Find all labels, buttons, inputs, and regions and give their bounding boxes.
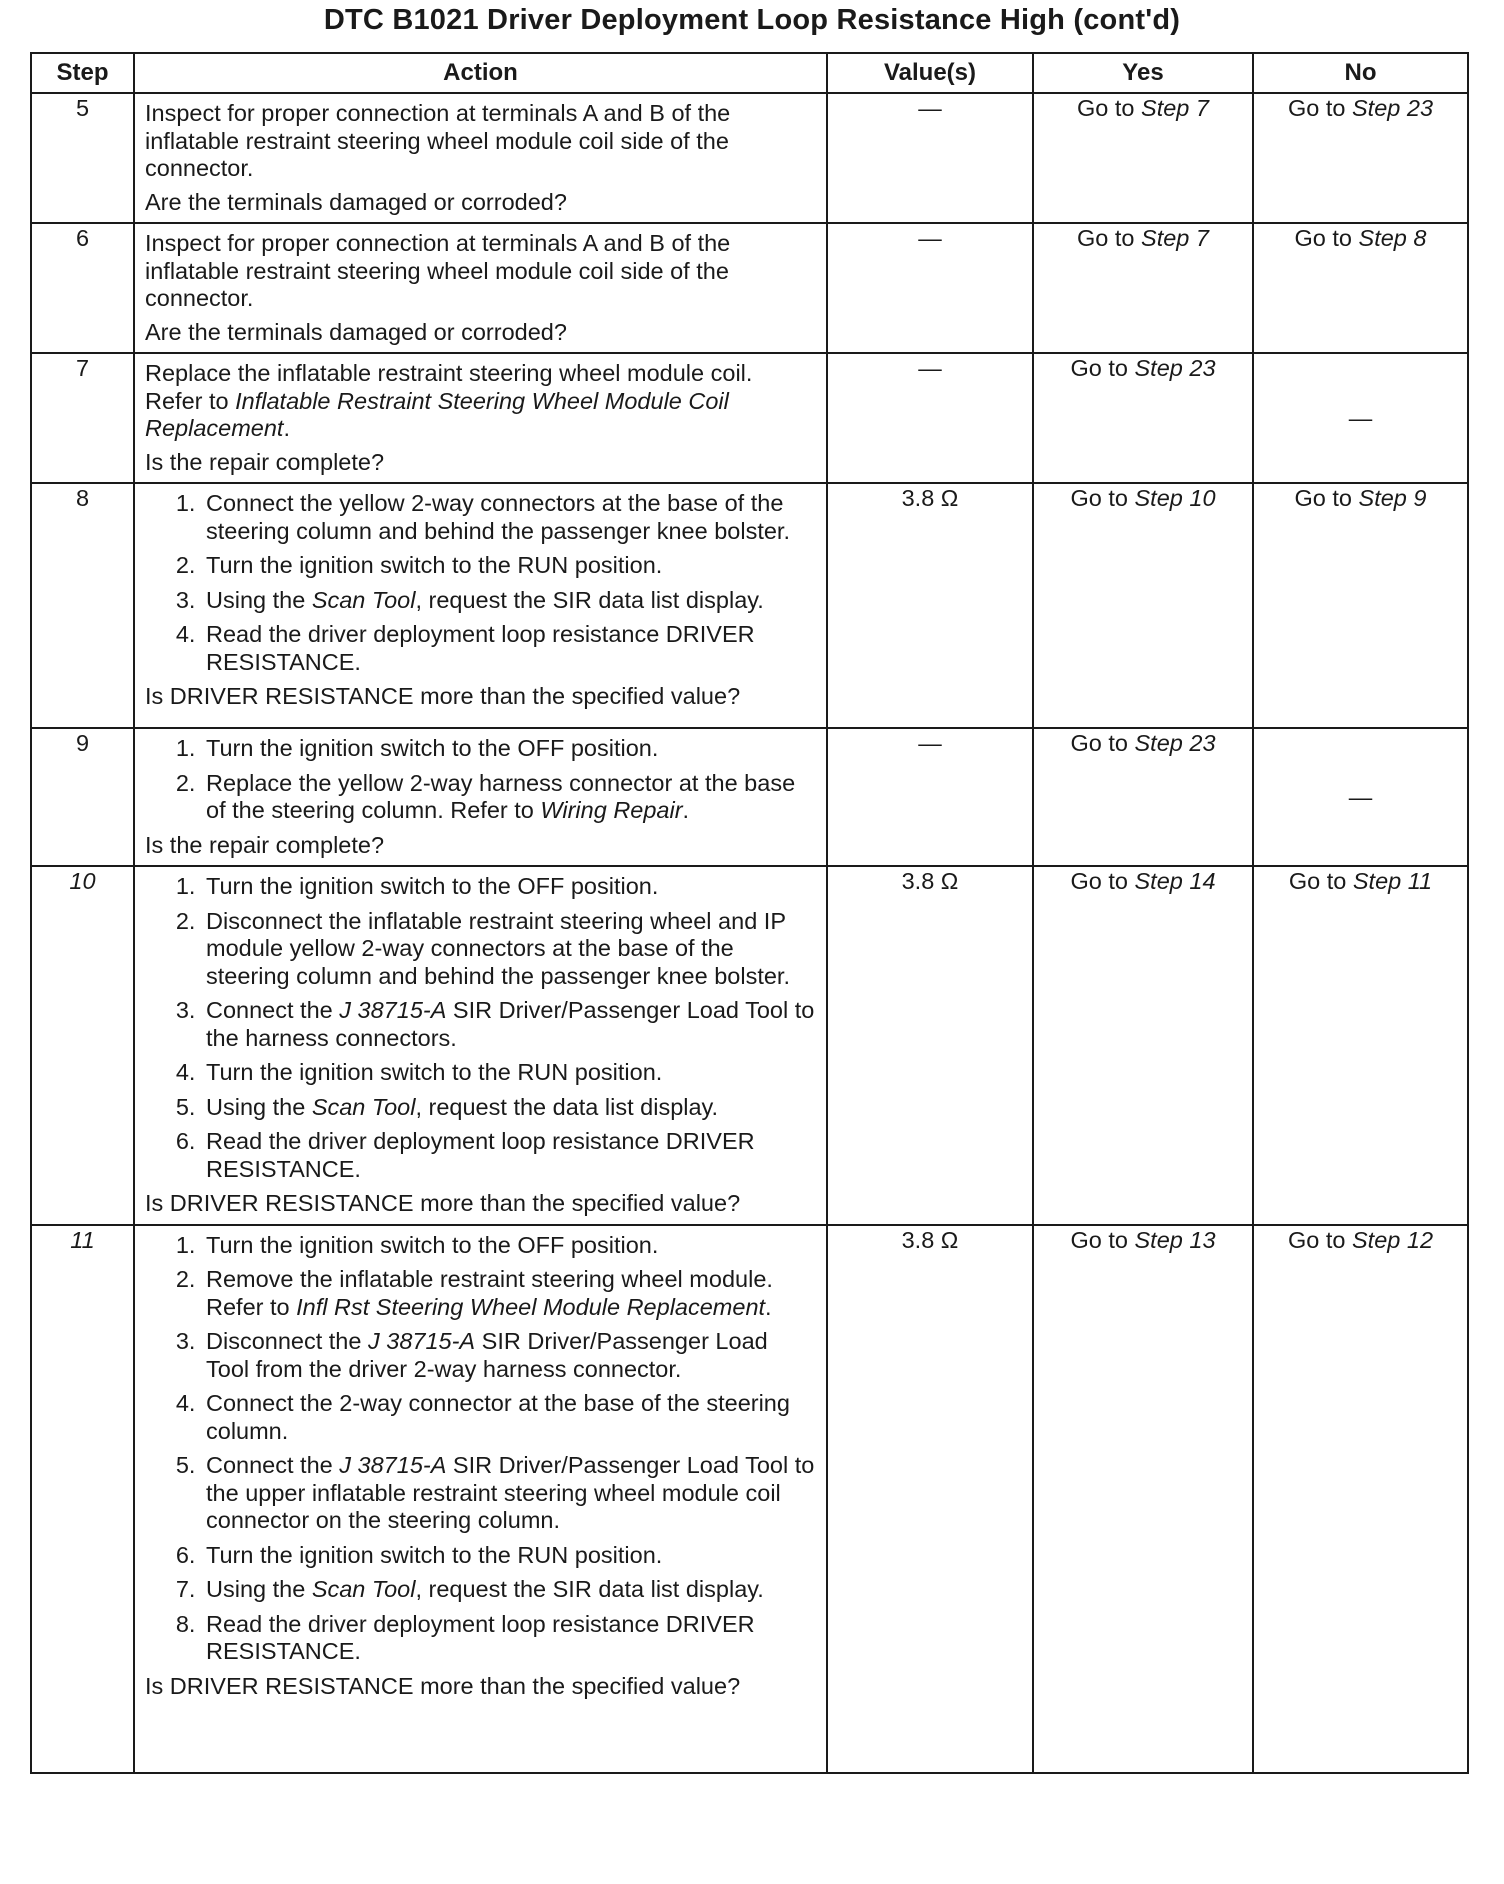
no-cell: Go to Step 11 (1253, 866, 1468, 1225)
header-values: Value(s) (827, 53, 1033, 93)
action-step-item: 4. Turn the ignition switch to the RUN position. (202, 1059, 816, 1087)
table-row (31, 483, 1468, 728)
header-yes: Yes (1033, 53, 1253, 93)
step-number: 9 (31, 728, 134, 866)
table-row (31, 866, 1468, 1225)
table-row (31, 223, 1468, 353)
action-question: Is the repair complete? (145, 831, 385, 858)
table-row (31, 728, 1468, 866)
header-action: Action (134, 53, 827, 93)
action-step-item: 5. Connect the J 38715-A SIR Driver/Passenger Load Tool to the upper inflatable restraint steering wheel module coil connector on the steering column. (202, 1452, 816, 1535)
action-step-item: 8. Read the driver deployment loop resistance DRIVER RESISTANCE. (202, 1611, 816, 1666)
action-step-item: 6. Turn the ignition switch to the RUN position. (202, 1542, 816, 1570)
diagnostic-table (30, 52, 1469, 1774)
yes-cell: Go to Step 13 (1033, 1225, 1253, 1773)
action-question: Are the terminals damaged or corroded? (145, 318, 567, 345)
step-number: 11 (31, 1225, 134, 1773)
value-cell: 3.8 Ω (827, 1225, 1033, 1773)
no-cell: Go to Step 23 (1253, 93, 1468, 223)
action-step-item: 3. Using the Scan Tool, request the SIR data list display. (202, 587, 816, 615)
action-step-item: 1. Turn the ignition switch to the OFF position. (202, 1232, 816, 1260)
action-step-item: 3. Connect the J 38715-A SIR Driver/Passenger Load Tool to the harness connectors. (202, 997, 816, 1052)
header-step: Step (31, 53, 134, 93)
header-row (31, 53, 1468, 93)
action-cell (134, 866, 827, 1225)
action-step-item: 6. Read the driver deployment loop resistance DRIVER RESISTANCE. (202, 1128, 816, 1183)
step-number: 10 (31, 866, 134, 1225)
value-cell: — (827, 728, 1033, 866)
yes-cell: Go to Step 23 (1033, 353, 1253, 483)
action-step-item: 2. Remove the inflatable restraint steering wheel module. Refer to Infl Rst Steering Wheel Module Replacement. (202, 1266, 816, 1321)
action-step-item: 2. Replace the yellow 2-way harness connector at the base of the steering column. Refer to Wiring Repair. (202, 770, 816, 825)
value-cell: — (827, 353, 1033, 483)
yes-cell: Go to Step 23 (1033, 728, 1253, 866)
value-cell: — (827, 223, 1033, 353)
header-no: No (1253, 53, 1468, 93)
action-step-item: 2. Disconnect the inflatable restraint steering wheel and IP module yellow 2-way connectors at the base of the steering column and behind the passenger knee bolster. (202, 908, 816, 991)
step-number: 5 (31, 93, 134, 223)
action-question: Is DRIVER RESISTANCE more than the specified value? (145, 1672, 741, 1699)
action-step-item: 1. Turn the ignition switch to the OFF position. (202, 873, 816, 901)
action-step-item: 1. Turn the ignition switch to the OFF position. (202, 735, 816, 763)
page-title: DTC B1021 Driver Deployment Loop Resistance High (cont'd) (323, 4, 1181, 36)
yes-cell: Go to Step 10 (1033, 483, 1253, 728)
action-cell (134, 223, 827, 353)
action-cell (134, 93, 827, 223)
table-row (31, 353, 1468, 483)
action-cell (134, 728, 827, 866)
action-instruction: Inspect for proper connection at terminals A and B of the inflatable restraint steering wheel module coil side of the connector. (145, 100, 731, 181)
step-number: 6 (31, 223, 134, 353)
yes-cell: Go to Step 14 (1033, 866, 1253, 1225)
yes-cell: Go to Step 7 (1033, 223, 1253, 353)
no-cell: — (1253, 353, 1468, 483)
action-question: Is the repair complete? (145, 448, 385, 475)
action-instruction: Inspect for proper connection at terminals A and B of the inflatable restraint steering wheel module coil side of the connector. (145, 230, 731, 311)
action-question: Is DRIVER RESISTANCE more than the specified value? (145, 683, 741, 709)
action-step-list (145, 1232, 816, 1666)
action-cell (134, 1225, 827, 1773)
action-step-item: 7. Using the Scan Tool, request the SIR data list display. (202, 1576, 816, 1604)
action-step-list (145, 490, 816, 676)
action-step-item: 3. Disconnect the J 38715-A SIR Driver/Passenger Load Tool from the driver 2-way harness connector. (202, 1328, 816, 1383)
table-row (31, 93, 1468, 223)
action-step-list (145, 735, 816, 825)
action-step-item: 1. Connect the yellow 2-way connectors at the base of the steering column and behind the passenger knee bolster. (202, 490, 816, 545)
action-step-item: 5. Using the Scan Tool, request the data list display. (202, 1094, 816, 1122)
table-body (31, 93, 1468, 1773)
action-cell (134, 353, 827, 483)
action-step-list (145, 873, 816, 1183)
no-cell: Go to Step 12 (1253, 1225, 1468, 1773)
action-step-item: 4. Connect the 2-way connector at the base of the steering column. (202, 1390, 816, 1445)
action-step-item: 4. Read the driver deployment loop resistance DRIVER RESISTANCE. (202, 621, 816, 676)
step-number: 7 (31, 353, 134, 483)
value-cell: 3.8 Ω (827, 866, 1033, 1225)
yes-cell: Go to Step 7 (1033, 93, 1253, 223)
action-question: Is DRIVER RESISTANCE more than the specified value? (145, 1190, 741, 1216)
action-cell (134, 483, 827, 728)
action-question: Are the terminals damaged or corroded? (145, 188, 567, 215)
table-row (31, 1225, 1468, 1773)
step-number: 8 (31, 483, 134, 728)
no-cell: Go to Step 8 (1253, 223, 1468, 353)
no-cell: Go to Step 9 (1253, 483, 1468, 728)
value-cell: — (827, 93, 1033, 223)
value-cell: 3.8 Ω (827, 483, 1033, 728)
action-instruction: Replace the inflatable restraint steering wheel module coil. Refer to Inflatable Restraint Steering Wheel Module Coil Replacement. (145, 360, 753, 441)
no-cell: — (1253, 728, 1468, 866)
action-step-item: 2. Turn the ignition switch to the RUN position. (202, 552, 816, 580)
